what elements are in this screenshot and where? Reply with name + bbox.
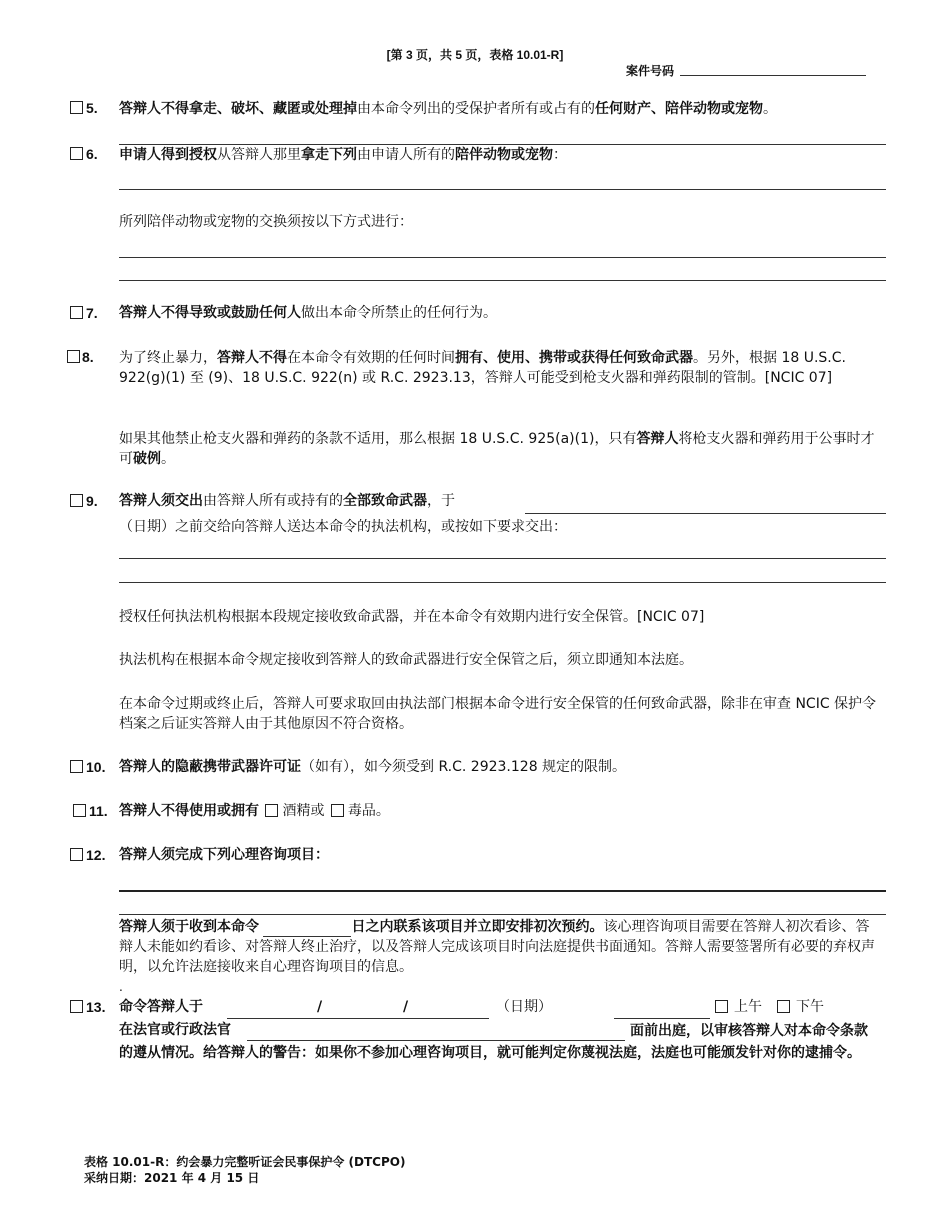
item-7-checkbox[interactable] [70,306,83,319]
item-12-number: 12. [86,847,106,863]
item-6-checkbox[interactable] [70,147,83,160]
item-12-checkbox[interactable] [70,848,83,861]
item-13-date-field[interactable] [227,1018,489,1019]
item-12-paragraph: 答辩人须于收到本命令 日之内联系该项目并立即安排初次预约。该心理咨询项目需要在答辩人初次看诊、答辩人未能如约看诊、对答辩人终止治疗，以及答辩人完成该项目时向法庭提供书面通知。答辩人需要签署所有必要的弃权声明，以允许法庭接收来自心理咨询项目的信息。 [119,919,875,975]
item-6-text: 申请人得到授权从答辩人那里拿走下列由申请人所有的陪伴动物或宠物： [119,147,567,163]
case-number-label: 案件号码 [626,64,675,78]
item-12-days-field[interactable] [263,922,351,937]
item-9-number: 9. [86,493,98,509]
item-5-text: 答辩人不得拿走、破坏、藏匿或处理掉由本命令列出的受保护者所有或占有的任何财产、陪伴动物或宠物。 [119,101,777,117]
item-9-para-1: 授权任何执法机构根据本段规定接收致命武器，并在本命令有效期内进行安全保管。[NCIC 07] [119,609,705,625]
item-12-separator [119,914,886,915]
pm-checkbox[interactable] [777,1000,790,1013]
item-13-date-label: （日期） [496,999,552,1015]
item-7-number: 7. [86,305,98,321]
case-number-field[interactable] [680,75,866,76]
item-11-number: 11. [89,803,108,819]
item-13-time-field[interactable] [614,1018,710,1019]
item-10-text: 答辩人的隐蔽携带武器许可证（如有），如今须受到 R.C. 2923.128 规定的限制。 [119,759,627,775]
item-5-checkbox[interactable] [70,101,83,114]
item-8-text: 为了终止暴力，答辩人不得在本命令有效期的任何时间拥有、使用、携带或获得任何致命武器。另外，根据 18 U.S.C. 922(g)(1) 至 (9)、18 U.S.C. 922(n) 或 R.C. 2923.13，答辩人可能受到枪支火器和弹药限制的管制。[NCIC 07] [119,350,846,386]
date-slash-1: / [317,999,323,1015]
item-12-dot: . [119,980,123,994]
item-10-checkbox[interactable] [70,760,83,773]
item-9-instructions-field-2[interactable] [119,582,886,583]
item-6-exchange-field-1[interactable] [119,257,886,258]
item-8-number: 8. [82,349,94,365]
am-checkbox[interactable] [715,1000,728,1013]
date-slash-2: / [403,999,409,1015]
item-10-number: 10. [86,759,106,775]
am-label: 上午 [734,999,762,1015]
item-12-text: 答辩人须完成下列心理咨询项目： [119,847,329,863]
item-5-number: 5. [86,100,98,116]
item-11-text: 答辩人不得使用或拥有 酒精或 毒品。 [119,803,390,819]
item-8-checkbox[interactable] [67,350,80,363]
item-7-text: 答辩人不得导致或鼓励任何人做出本命令所禁止的任何行为。 [119,305,497,321]
page-info: [第 3 页，共 5 页，表格 10.01-R] [386,48,564,62]
item-9-checkbox[interactable] [70,494,83,507]
item-9-instructions-field-1[interactable] [119,558,886,559]
item-9-date-field[interactable] [525,513,886,514]
drugs-checkbox[interactable] [331,804,344,817]
item-6-number: 6. [86,146,98,162]
item-6-exchange-field-2[interactable] [119,280,886,281]
item-9-para-3: 在本命令过期或终止后，答辩人可要求取回由执法部门根据本命令进行安全保管的任何致命武器，除非在审查 NCIC 保护令档案之后证实答辩人由于其他原因不符合资格。 [119,696,877,732]
item-13-warning: 面前出庭，以审核答辩人对本命令条款的遵从情况。给答辩人的警告：如果你不参加心理咨询项目，就可能判定你蔑视法庭，法庭也可能颁发针对你的逮捕令。 [119,1023,868,1061]
item-13-number: 13. [86,999,106,1015]
footer-form-title: 表格 10.01-R：约会暴力完整听证会民事保护令 (DTCPO) [84,1155,406,1169]
item-9-para-2: 执法机构在根据本命令规定接收到答辩人的致命武器进行安全保管之后，须立即通知本法庭。 [119,652,693,668]
item-12-program-field[interactable] [119,890,886,892]
item-8-exception-text: 如果其他禁止枪支火器和弹药的条款不适用，那么根据 18 U.S.C. 925(a)(1)，只有答辩人将枪支火器和弹药用于公事时才可破例。 [119,431,875,467]
item-13-judge-label: 在法官或行政法官 [119,1022,231,1038]
item-6-animals-field[interactable] [119,189,886,190]
footer-adopted-date: 采纳日期：2021 年 4 月 15 日 [84,1171,260,1185]
item-9-line2: （日期）之前交给向答辩人送达本命令的执法机构，或按如下要求交出： [119,519,567,535]
alcohol-checkbox[interactable] [265,804,278,817]
item-11-checkbox[interactable] [73,804,86,817]
item-13-order-label: 命令答辩人于 [119,999,203,1015]
item-13-checkbox[interactable] [70,1000,83,1013]
item-6-exchange-text: 所列陪伴动物或宠物的交换须按以下方式进行： [119,214,413,230]
item-9-text: 答辩人须交出由答辩人所有或持有的全部致命武器，于 [119,493,455,509]
pm-label: 下午 [796,999,824,1015]
